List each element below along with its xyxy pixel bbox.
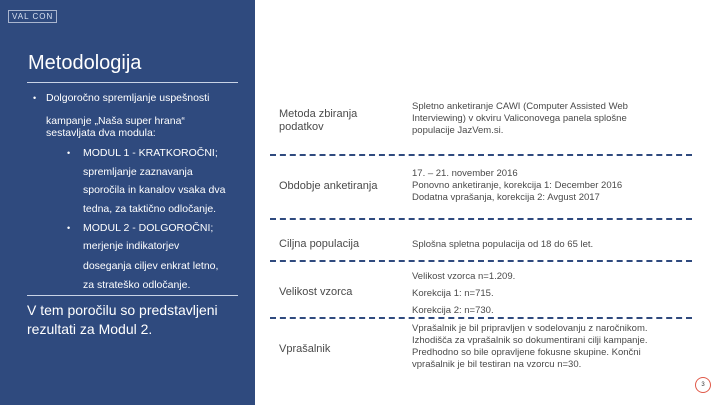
intro-line: sestavljata dva modula: — [46, 127, 156, 139]
bullet-icon: • — [67, 223, 71, 233]
row-value-line: Predhodno so bile opravljene fokusne skupine. Končni — [412, 347, 641, 358]
table-row-method — [270, 92, 692, 152]
summary-divider — [27, 295, 238, 296]
row-label-line: Obdobje anketiranja — [279, 180, 378, 192]
row-value-line: Izhodišča za vprašalnik so dokumentirani cilji kampanje. — [412, 335, 648, 346]
module-1-line: sporočila in kanalov vsaka dva — [83, 184, 226, 196]
row-value — [412, 268, 682, 319]
title-divider — [27, 82, 238, 83]
module-2-line: za strateško odločanje. — [83, 279, 191, 291]
row-value-line: Vprašalnik je bil pripravljen v sodelovanju z naročnikom. — [412, 323, 648, 334]
row-value-line: Interviewing) v okviru Valiconovega panela splošne — [412, 113, 627, 124]
bullet-icon: • — [67, 148, 71, 158]
row-value-line: Ponovno anketiranje, korekcija 1: December 2016 — [412, 180, 623, 191]
row-value-line: vprašalnik je bil testiran na vzorcu n=30. — [412, 359, 582, 370]
row-value-line: Splošna spletna populacija od 18 do 65 let. — [412, 239, 594, 250]
row-value — [412, 168, 682, 204]
summary-text: V tem poročilu so predstavljeni rezultati za Modul 2. — [27, 302, 218, 337]
row-label-line: podatkov — [279, 121, 324, 133]
row-label-line: Metoda zbiranja — [279, 108, 358, 120]
row-value-line: 17. – 21. november 2016 — [412, 168, 518, 179]
module-1-line: spremljanje zaznavanja — [83, 166, 193, 178]
module-1-heading: MODUL 1 - KRATKOROČNI; — [83, 147, 218, 159]
intro-line: Dolgoročno spremljanje uspešnosti — [46, 92, 210, 104]
row-value — [412, 239, 682, 251]
module-2-heading: MODUL 2 - DOLGOROČNI; — [83, 222, 214, 234]
row-value — [412, 323, 682, 371]
row-label — [279, 343, 330, 356]
row-value-line: Velikost vzorca n=1.209. — [412, 271, 516, 282]
row-label-line: Velikost vzorca — [279, 286, 353, 298]
row-label — [279, 108, 357, 134]
table-row-sample — [270, 262, 692, 316]
row-value-line: Spletno anketiranje CAWI (Computer Assisted Web — [412, 101, 628, 112]
slide-title: Metodologija — [28, 52, 142, 74]
left-panel — [0, 0, 255, 405]
row-value-line: populacije JazVem.si. — [412, 125, 504, 136]
row-value-line: Korekcija 2: n=730. — [412, 305, 494, 316]
row-value — [412, 101, 682, 137]
company-logo: VAL CON — [8, 10, 57, 23]
row-label-line: Ciljna populacija — [279, 238, 360, 250]
row-label — [279, 286, 352, 299]
module-2-line: doseganja ciljev enkrat letno, — [83, 260, 219, 272]
row-label-line: Vprašalnik — [279, 343, 331, 355]
intro-line: kampanje „Naša super hrana“ — [46, 115, 185, 127]
table-row-population — [270, 220, 692, 260]
module-2-line: merjenje indikatorjev — [83, 240, 180, 252]
page-number: 3 — [695, 377, 711, 393]
row-value-line: Dodatna vprašanja, korekcija 2: Avgust 2017 — [412, 192, 600, 203]
bullet-icon: • — [33, 93, 37, 103]
module-1-line: tedna, za taktično odločanje. — [83, 203, 217, 215]
row-label — [279, 180, 377, 193]
table-row-period — [270, 156, 692, 216]
row-label — [279, 238, 359, 251]
row-value-line: Korekcija 1: n=715. — [412, 288, 494, 299]
table-row-questionnaire — [270, 319, 692, 379]
